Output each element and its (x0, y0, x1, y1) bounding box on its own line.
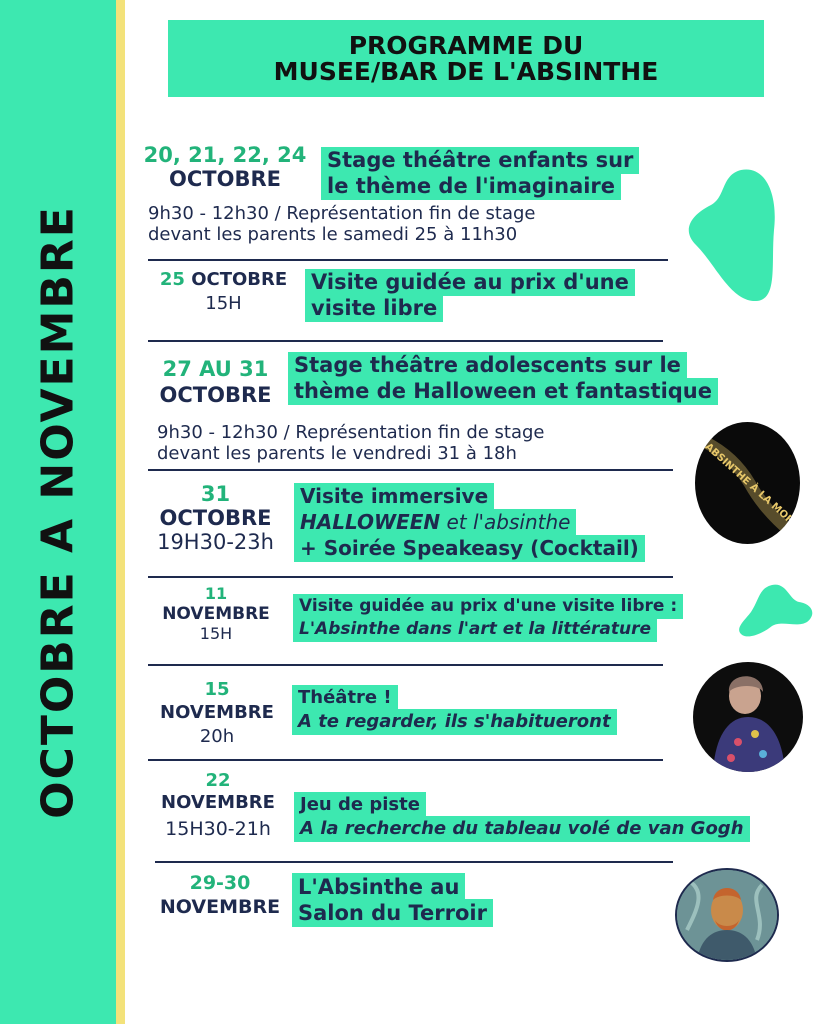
event-6-time: 20h (199, 726, 235, 747)
decorative-blob-small (737, 582, 817, 642)
event-2-title-2: visite libre (305, 295, 443, 322)
event-5-title-2: L'Absinthe dans l'art et la littérature (293, 617, 657, 642)
event-2-date (146, 268, 301, 316)
event-8-month: NOVEMBRE (159, 896, 281, 918)
event-2-time: 15H (205, 293, 242, 314)
sidebar-title: OCTOBRE A NOVEMBRE (32, 205, 84, 819)
event-2-month: OCTOBRE (191, 269, 288, 290)
van-gogh-portrait-image (675, 868, 779, 962)
event-2-title-1: Visite guidée au prix d'une (305, 269, 635, 296)
divider (148, 664, 663, 666)
event-4-title-1: Visite immersive (294, 483, 494, 510)
event-4-title-2 (294, 509, 576, 536)
divider (148, 340, 663, 342)
event-4-title-2b: et l'absinthe (440, 510, 571, 534)
event-7-time: 15H30-21h (165, 818, 271, 840)
event-7-day: 22 (205, 770, 231, 791)
event-6-month: NOVEMBRE (160, 702, 274, 723)
event-3-desc-1: 9h30 - 12h30 / Représentation fin de stage (157, 422, 545, 443)
program-header (168, 20, 764, 97)
event-5-time: 15H (199, 624, 233, 643)
event-7-title-2: A la recherche du tableau volé de van Gogh (294, 816, 750, 842)
divider (148, 759, 663, 761)
event-8-date (150, 871, 290, 919)
event-8-days: 29-30 (189, 872, 251, 894)
header-line-1: PROGRAMME DU (348, 30, 584, 60)
event-1-days: 20, 21, 22, 24 (143, 143, 307, 167)
divider (148, 576, 673, 578)
event-1-month: OCTOBRE (169, 167, 281, 191)
event-4-title-2a: HALLOWEEN (300, 510, 441, 534)
event-4-month: OCTOBRE (159, 506, 272, 530)
event-6-date (150, 678, 284, 750)
event-1-desc-1: 9h30 - 12h30 / Représentation fin de stage (148, 203, 536, 224)
event-1-title-2: le thème de l'imaginaire (321, 173, 621, 200)
event-3-desc-2: devant les parents le vendredi 31 à 18h (157, 443, 517, 464)
event-3-days: 27 AU 31 (162, 357, 269, 381)
event-6-title-1: Théâtre ! (292, 685, 398, 711)
event-4-time: 19H30-23h (157, 530, 274, 554)
event-7-title-1: Jeu de piste (294, 792, 426, 818)
event-3-title-1: Stage théâtre adolescents sur le (288, 352, 687, 379)
divider (155, 861, 673, 863)
event-3-title-2: thème de Halloween et fantastique (288, 378, 718, 405)
sidebar-stripe (116, 0, 125, 1024)
event-2-day: 25 (159, 269, 185, 290)
theatre-performer-image (693, 662, 803, 772)
event-5-title-1: Visite guidée au prix d'une visite libre : (293, 594, 683, 619)
event-1-date (140, 143, 310, 191)
event-5-day: 11 (204, 584, 228, 603)
event-6-title-2: A te regarder, ils s'habitueront (292, 709, 617, 735)
divider (148, 259, 668, 261)
event-1-title-1: Stage théâtre enfants sur (321, 147, 639, 174)
decorative-blob-large (686, 165, 781, 305)
event-4-date (143, 482, 288, 554)
event-8-title-2: Salon du Terroir (292, 899, 493, 927)
event-5-month: NOVEMBRE (162, 604, 270, 624)
event-7-date (150, 770, 286, 844)
event-4-title-3: + Soirée Speakeasy (Cocktail) (294, 535, 645, 562)
absinthe-image-text: L'ABSINTHE À LA MORT (695, 435, 800, 531)
event-6-day: 15 (204, 679, 230, 700)
event-7-month: NOVEMBRE (161, 792, 275, 813)
header-line-2: MUSEE/BAR DE L'ABSINTHE (273, 56, 659, 86)
absinthe-image (695, 422, 800, 544)
divider (148, 469, 673, 471)
event-4-day: 31 (200, 482, 231, 506)
event-5-date (148, 584, 284, 644)
event-8-title-1: L'Absinthe au (292, 873, 465, 901)
event-3-month: OCTOBRE (159, 383, 272, 407)
event-1-desc-2: devant les parents le samedi 25 à 11h30 (148, 224, 518, 245)
event-3-date (148, 357, 283, 407)
